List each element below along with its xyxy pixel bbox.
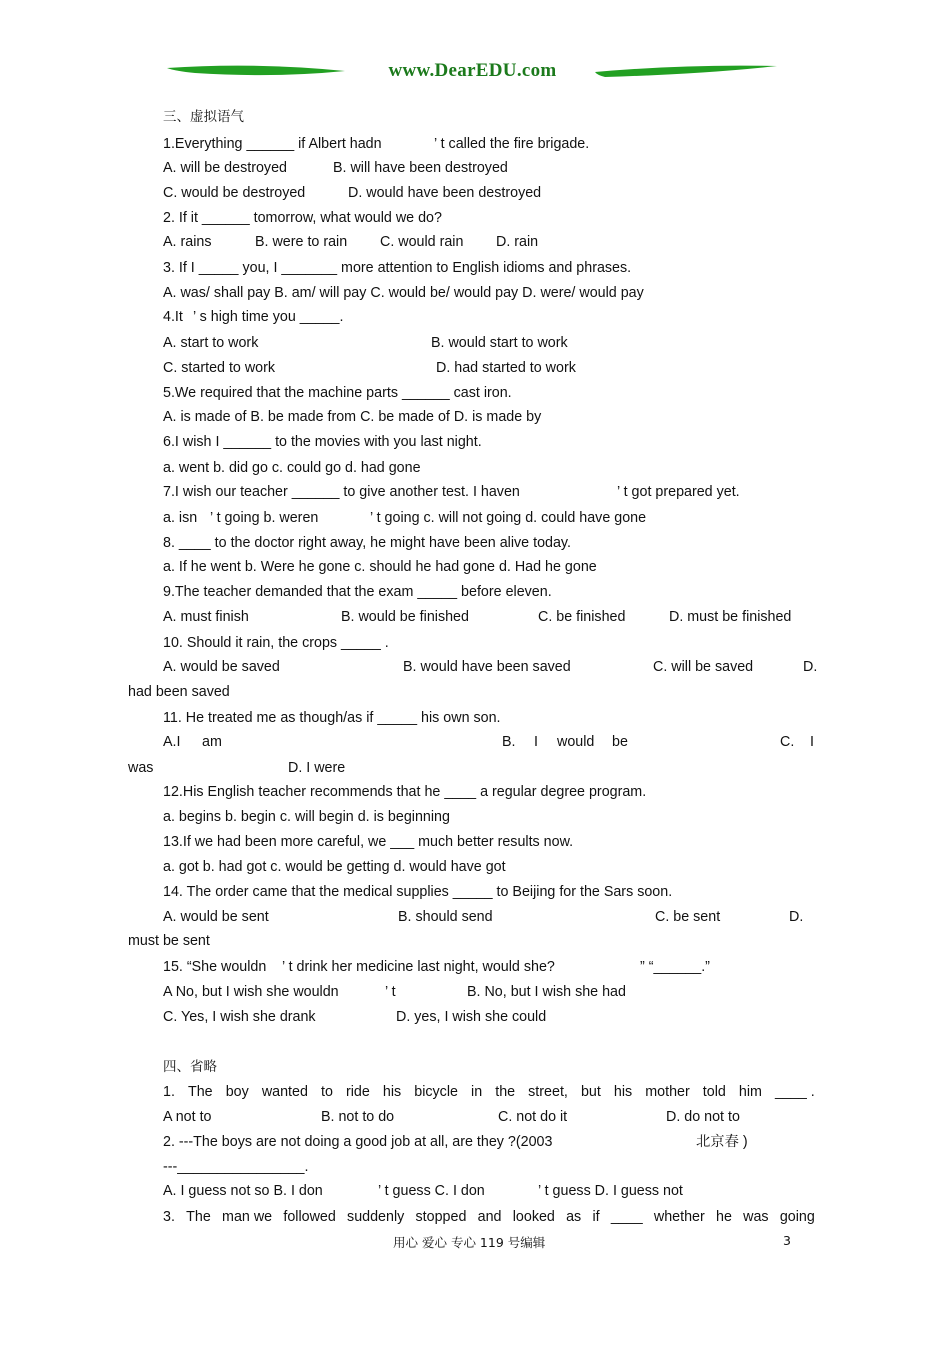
section-title: 三、虚拟语气 — [163, 109, 244, 125]
word: to — [321, 1084, 333, 1100]
option-text: a. isn — [163, 510, 198, 526]
option-text: C. started to work — [163, 360, 276, 376]
option-text: C. not do it — [498, 1109, 568, 1125]
word: his — [382, 1084, 402, 1100]
footer-text: 用心 爱心 专心 119 号编辑 — [393, 1235, 546, 1250]
question-text: 10. Should it rain, the crops _____ . — [163, 635, 389, 651]
option-text: A. would be sent — [163, 909, 269, 925]
option-text: B. — [502, 734, 516, 750]
option-text: be — [612, 734, 628, 750]
question-text: 6.I wish I ______ to the movies with you last night. — [163, 434, 482, 450]
question-text: 4.It — [163, 309, 183, 325]
option-text: a. begins b. begin c. will begin d. is beginning — [163, 809, 450, 825]
option-text: D. rain — [496, 234, 539, 250]
option-text: C. would rain — [380, 234, 464, 250]
site-name: www.DearEDU.com — [388, 60, 557, 81]
question-text: 15. “She wouldn — [163, 959, 267, 975]
question-text: ’ t drink her medicine last night, would she? — [282, 959, 555, 975]
question-text: 5.We required that the machine parts ______ cast iron. — [163, 385, 512, 401]
question-text: 北京春 ) — [696, 1134, 748, 1150]
option-text: A. was/ shall pay B. am/ will pay C. would be/ would pay D. were/ would pay — [163, 285, 644, 301]
option-text: D. — [789, 909, 804, 925]
word: ____ . — [775, 1084, 815, 1100]
option-text: D. yes, I wish she could — [396, 1009, 547, 1025]
word: followed — [283, 1209, 336, 1225]
option-text: ’ t guess C. I don — [378, 1183, 485, 1199]
question-text: 9.The teacher demanded that the exam _____ before eleven. — [163, 584, 552, 600]
option-text: A.I — [163, 734, 181, 750]
option-text: B. not to do — [321, 1109, 395, 1125]
word: told — [702, 1084, 726, 1100]
option-text: A. would be saved — [163, 659, 280, 675]
word: bicycle — [414, 1084, 458, 1100]
option-text: C. be finished — [538, 609, 626, 625]
option-text: A No, but I wish she wouldn — [163, 984, 339, 1000]
option-text: would — [557, 734, 595, 750]
option-text: A. must finish — [163, 609, 249, 625]
option-text: B. would be finished — [341, 609, 469, 625]
option-text: A not to — [163, 1109, 212, 1125]
word: whether — [653, 1209, 705, 1225]
option-text: A. will be destroyed — [163, 160, 287, 176]
option-text: A. rains — [163, 234, 212, 250]
option-text: was — [128, 760, 154, 776]
section-title: 四、省略 — [163, 1059, 217, 1075]
word: if — [592, 1209, 600, 1225]
word: 1. — [163, 1084, 175, 1100]
question-text — [163, 1208, 815, 1226]
option-text: B. No, but I wish she had — [467, 984, 626, 1000]
option-text: had been saved — [128, 684, 230, 700]
option-text: D. must be finished — [669, 609, 792, 625]
question-text: ’ s high time you _____. — [193, 309, 344, 325]
page-number: 3 — [783, 1233, 791, 1248]
question-text: 14. The order came that the medical supplies _____ to Beijing for the Sars soon. — [163, 884, 673, 900]
word: and — [477, 1209, 502, 1225]
option-text: A. I guess not so B. I don — [163, 1183, 323, 1199]
option-text: D. do not to — [666, 1109, 740, 1125]
word: in — [471, 1084, 483, 1100]
word: he — [716, 1209, 732, 1225]
option-text: B. were to rain — [255, 234, 348, 250]
word: his — [613, 1084, 633, 1100]
word: stopped — [415, 1209, 467, 1225]
question-text: 13.If we had been more careful, we ___ much better results now. — [163, 834, 574, 850]
question-text: ’ t called the fire brigade. — [434, 136, 590, 152]
question-text: 7.I wish our teacher ______ to give another test. I haven — [163, 484, 520, 500]
option-text: C. Yes, I wish she drank — [163, 1009, 316, 1025]
option-text: D. had started to work — [436, 360, 576, 376]
option-text: am — [202, 734, 222, 750]
word: The — [188, 1084, 213, 1100]
word: 3. — [163, 1209, 175, 1225]
word: as — [566, 1209, 582, 1225]
option-text: D. I were — [288, 760, 346, 776]
option-text: D. — [803, 659, 818, 675]
word: ride — [346, 1084, 370, 1100]
question-text: ---________________. — [163, 1159, 309, 1175]
word: the — [495, 1084, 516, 1100]
word: mother — [645, 1084, 690, 1100]
word: ____ — [610, 1209, 643, 1225]
word: was — [743, 1209, 769, 1225]
option-text: A. start to work — [163, 335, 259, 351]
option-text: ’ t guess D. I guess not — [538, 1183, 683, 1199]
word: him — [738, 1084, 762, 1100]
question-text: 11. He treated me as though/as if _____ his own son. — [163, 710, 501, 726]
word: wanted — [261, 1084, 308, 1100]
option-text: C. be sent — [655, 909, 721, 925]
word: looked — [512, 1209, 555, 1225]
option-text: B. will have been destroyed — [333, 160, 508, 176]
question-text — [163, 1083, 815, 1101]
option-text: must be sent — [128, 933, 210, 949]
option-text: I — [810, 734, 814, 750]
question-text: 2. If it ______ tomorrow, what would we do? — [163, 210, 442, 226]
word: suddenly — [347, 1209, 405, 1225]
option-text: a. went b. did go c. could go d. had gone — [163, 460, 421, 476]
option-text: a. got b. had got c. would be getting d. would have got — [163, 859, 506, 875]
option-text: B. should send — [398, 909, 493, 925]
option-text: ’ t going c. will not going d. could have gone — [370, 510, 647, 526]
option-text: D. would have been destroyed — [348, 185, 542, 201]
question-text: 8. ____ to the doctor right away, he might have been alive today. — [163, 535, 571, 551]
option-text: a. If he went b. Were he gone c. should he had gone d. Had he gone — [163, 559, 597, 575]
option-text: C. — [780, 734, 795, 750]
word: boy — [225, 1084, 249, 1100]
question-text: ” “______.” — [640, 959, 710, 975]
question-text: 12.His English teacher recommends that he ____ a regular degree program. — [163, 784, 647, 800]
option-text: ’ t going b. weren — [210, 510, 319, 526]
option-text: ’ t — [385, 984, 396, 1000]
question-text: 1.Everything ______ if Albert hadn — [163, 136, 382, 152]
question-text: 3. If I _____ you, I _______ more attention to English idioms and phrases. — [163, 260, 632, 276]
option-text: C. would be destroyed — [163, 185, 306, 201]
question-text: 2. ---The boys are not doing a good job at all, are they ?(2003 — [163, 1134, 553, 1150]
word: The — [186, 1209, 211, 1225]
option-text: A. is made of B. be made from C. be made of D. is made by — [163, 409, 542, 425]
word: street, — [528, 1084, 568, 1100]
header-banner — [165, 56, 780, 90]
word: but — [580, 1084, 601, 1100]
question-text: ’ t got prepared yet. — [617, 484, 740, 500]
word: man we — [222, 1209, 273, 1225]
option-text: I — [534, 734, 538, 750]
option-text: C. will be saved — [653, 659, 754, 675]
option-text: B. would have been saved — [403, 659, 571, 675]
word: going — [779, 1209, 815, 1225]
option-text: B. would start to work — [431, 335, 568, 351]
